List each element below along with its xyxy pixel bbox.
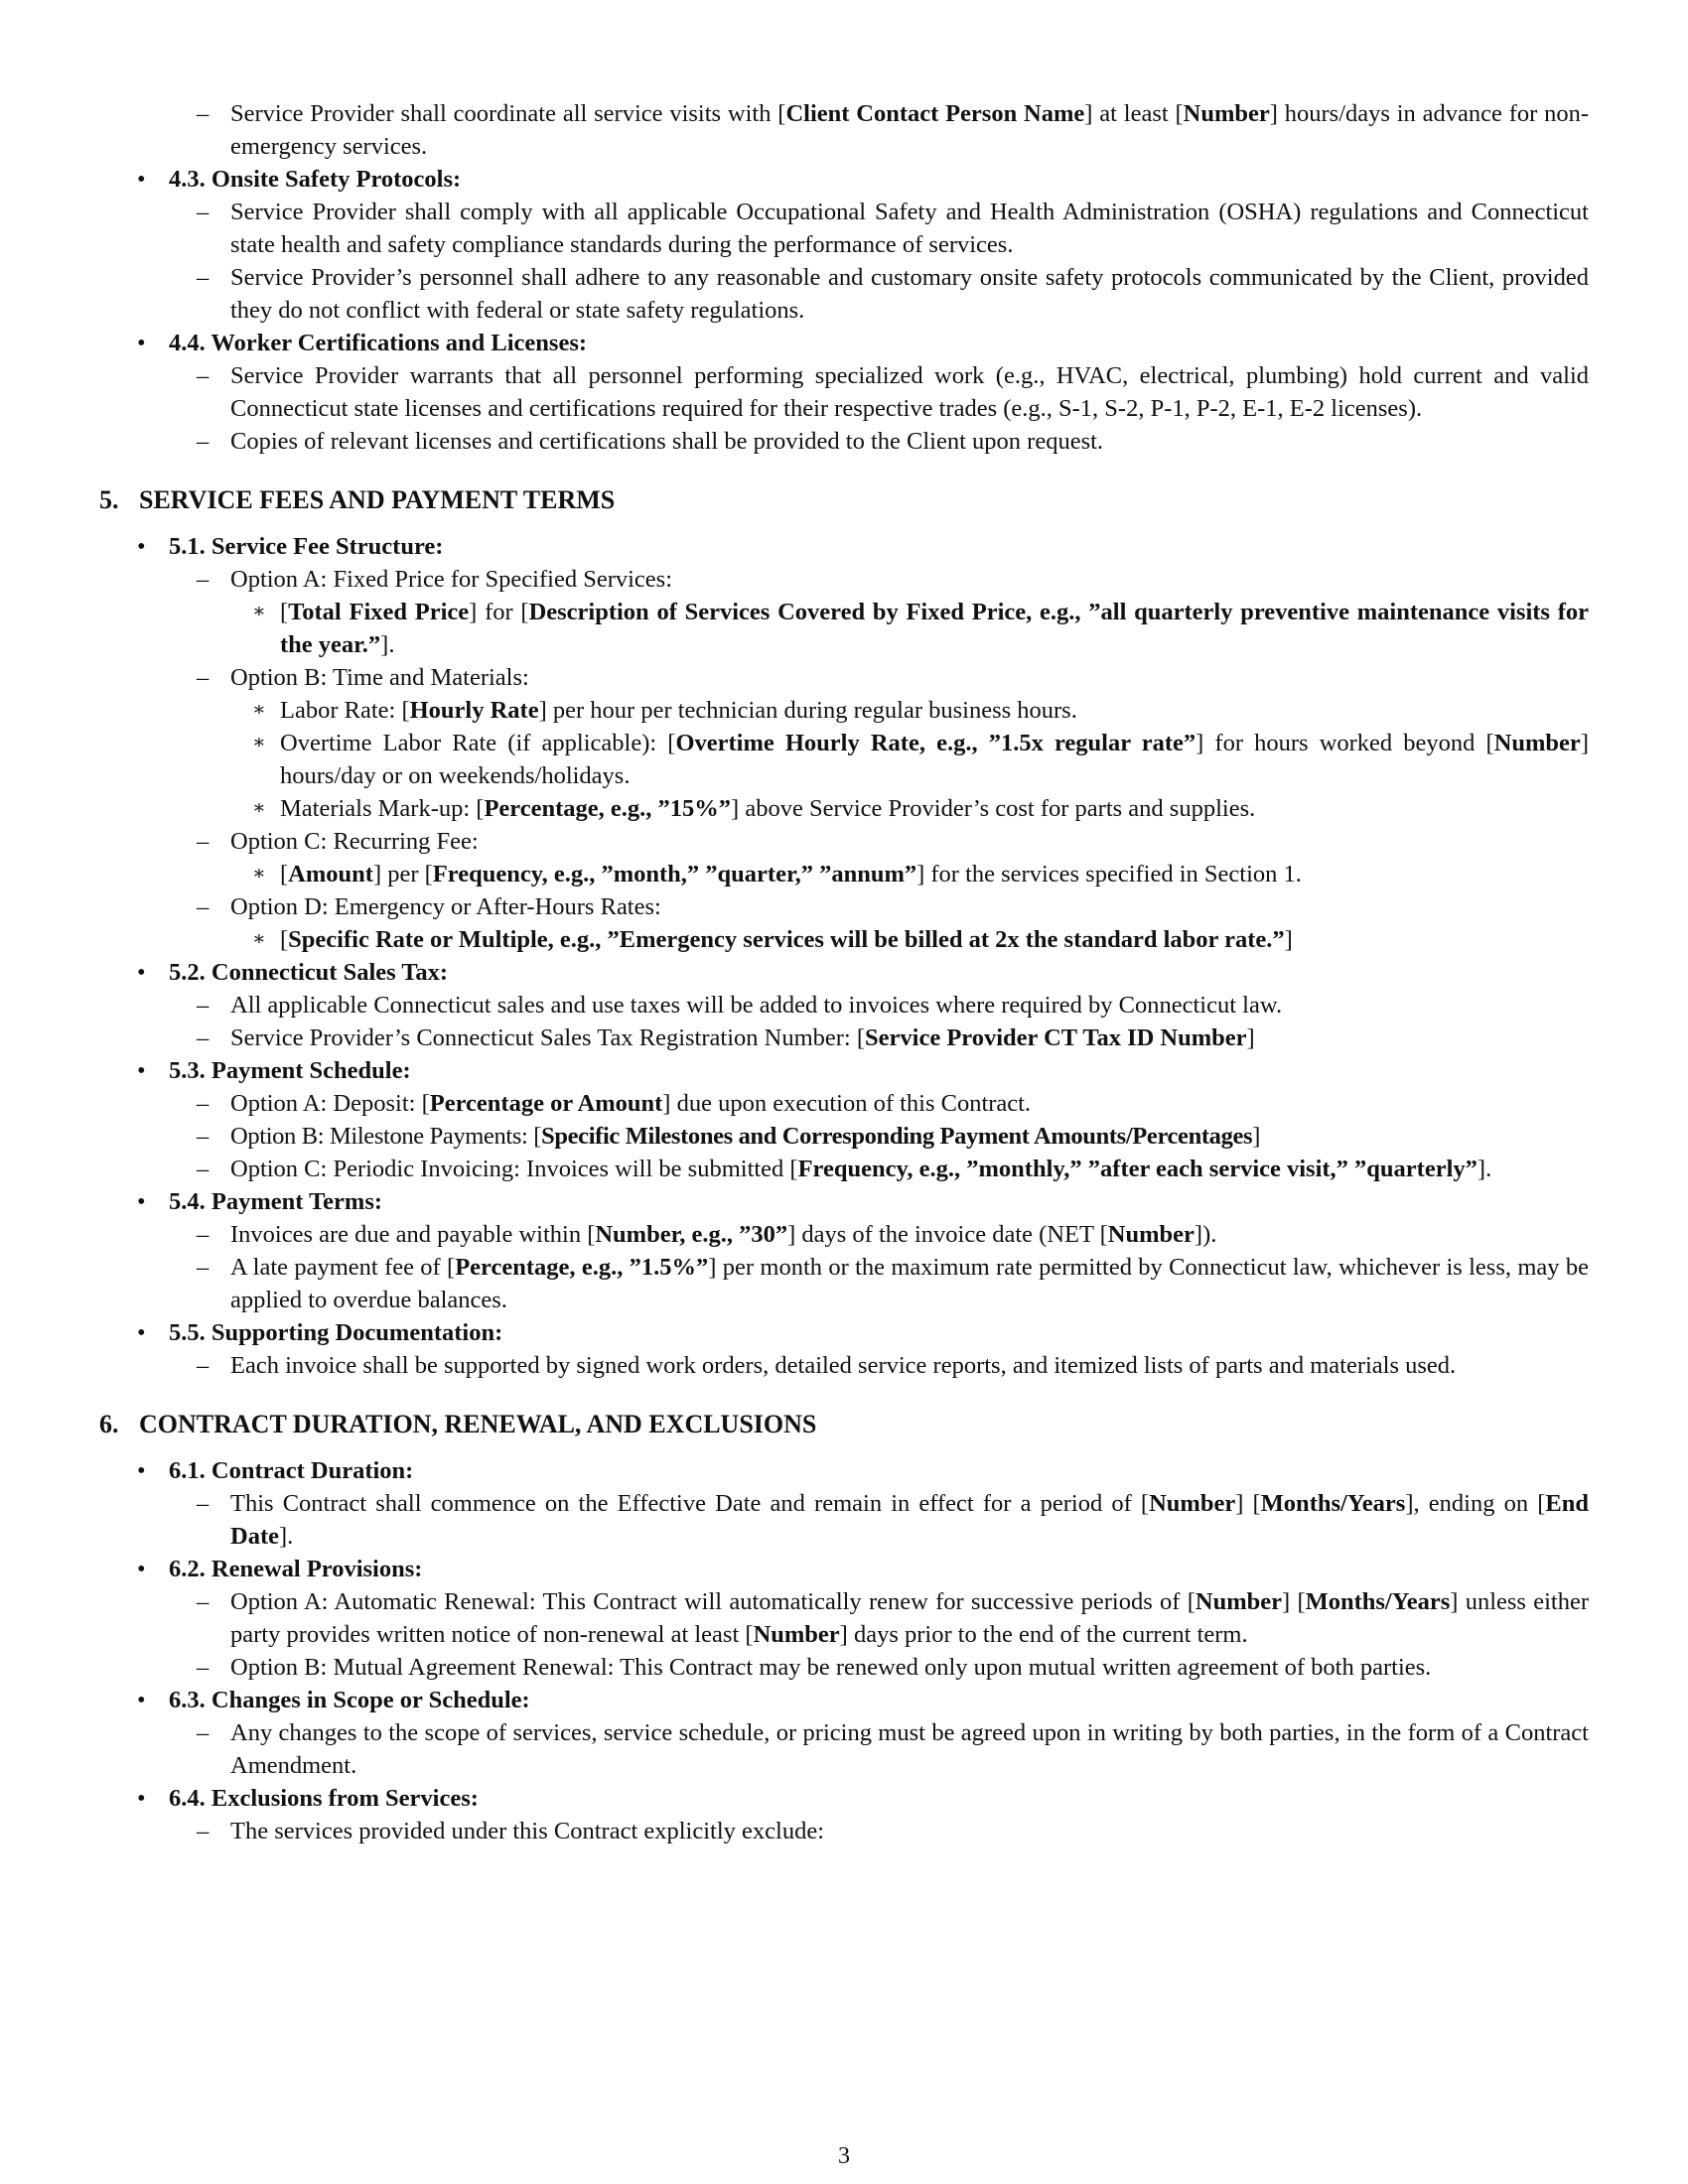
list-item: – Option C: Periodic Invoicing: Invoices will be submitted [Frequency, e.g., ”monthly,” ”after each service visit,” ”quarterly”]. <box>99 1153 1589 1185</box>
list-item: – Copies of relevant licenses and certifications shall be provided to the Client upon request. <box>99 425 1589 458</box>
list-item: – The services provided under this Contract explicitly exclude: <box>99 1815 1589 1847</box>
dash-marker: – <box>197 1490 210 1517</box>
bullet-marker: • <box>137 959 146 986</box>
dash-marker: – <box>197 264 210 291</box>
dash-marker: – <box>197 1123 209 1150</box>
list-item: – Service Provider’s personnel shall adhere to any reasonable and customary onsite safety protocols communicated by the Client, provided they do not conflict with federal or state safety regulations. <box>99 261 1589 327</box>
bullet-marker: • <box>137 1057 146 1084</box>
document-body <box>99 97 1589 1847</box>
dash-marker: – <box>197 893 210 920</box>
subsection-heading-6-4: • 6.4. Exclusions from Services: <box>99 1782 1589 1815</box>
list-item: – This Contract shall commence on the Effective Date and remain in effect for a period of [Number] [Months/Years], ending on [End Date]. <box>99 1487 1589 1553</box>
star-marker: ∗ <box>252 732 266 753</box>
subsection-heading-6-1: • 6.1. Contract Duration: <box>99 1454 1589 1487</box>
dash-marker: – <box>197 362 210 389</box>
dash-marker: – <box>197 1254 210 1281</box>
subsection-heading-5-4: • 5.4. Payment Terms: <box>99 1185 1589 1218</box>
list-item: – Any changes to the scope of services, service schedule, or pricing must be agreed upon in writing by both parties, in the form of a Contract Amendment. <box>99 1716 1589 1782</box>
dash-marker: – <box>197 100 210 127</box>
list-item: – Option A: Automatic Renewal: This Contract will automatically renew for successive periods of [Number] [Months/Years] unless either party provides written notice of non-renewal at least [Number] days prior to the end of the current term. <box>99 1585 1589 1651</box>
dash-marker: – <box>197 664 210 691</box>
list-item: – Invoices are due and payable within [Number, e.g., ”30”] days of the invoice date (NET [Number]). <box>99 1218 1589 1251</box>
list-item: – A late payment fee of [Percentage, e.g., ”1.5%”] per month or the maximum rate permitted by Connecticut law, whichever is less, may be applied to overdue balances. <box>99 1251 1589 1316</box>
dash-marker: – <box>197 1024 210 1051</box>
dash-marker: – <box>197 566 210 593</box>
list-item: – Service Provider shall comply with all applicable Occupational Safety and Health Administration (OSHA) regulations and Connecticut state health and safety compliance standards during the performance of services. <box>99 196 1589 261</box>
bullet-marker: • <box>137 533 146 560</box>
star-marker: ∗ <box>252 699 266 721</box>
dash-marker: – <box>197 1719 210 1746</box>
subsection-heading-4-3: • 4.3. Onsite Safety Protocols: <box>99 163 1589 196</box>
subsection-heading-5-2: • 5.2. Connecticut Sales Tax: <box>99 956 1589 989</box>
section-heading-6: 6. CONTRACT DURATION, RENEWAL, AND EXCLUSIONS <box>99 1410 817 1438</box>
star-marker: ∗ <box>252 797 266 819</box>
bullet-marker: • <box>137 330 146 356</box>
list-item: – Option B: Milestone Payments: [Specific Milestones and Corresponding Payment Amounts/Percentages] <box>99 1120 1589 1153</box>
bullet-marker: • <box>137 1319 146 1346</box>
dash-marker: – <box>197 992 210 1019</box>
section-heading-5: 5. SERVICE FEES AND PAYMENT TERMS <box>99 485 616 514</box>
list-item: ∗ [Amount] per [Frequency, e.g., ”month,” ”quarter,” ”annum”] for the services specified in Section 1. <box>99 858 1589 890</box>
list-item: – Option A: Fixed Price for Specified Services: <box>99 563 1589 596</box>
page-number: 3 <box>838 2143 850 2169</box>
dash-marker: – <box>197 1090 210 1117</box>
subsection-heading-4-4: • 4.4. Worker Certifications and Licenses: <box>99 327 1589 359</box>
star-marker: ∗ <box>252 601 266 622</box>
dash-marker: – <box>197 1588 210 1615</box>
subsection-heading-5-5: • 5.5. Supporting Documentation: <box>99 1316 1589 1349</box>
list-item: – Option A: Deposit: [Percentage or Amount] due upon execution of this Contract. <box>99 1087 1589 1120</box>
dash-marker: – <box>197 828 210 855</box>
dash-marker: – <box>197 428 210 455</box>
dash-marker: – <box>197 1156 210 1182</box>
list-item: – Option D: Emergency or After-Hours Rates: <box>99 890 1589 923</box>
bullet-marker: • <box>137 1556 146 1582</box>
bullet-marker: • <box>137 166 146 193</box>
dash-marker: – <box>197 1352 210 1379</box>
list-item: – Service Provider’s Connecticut Sales Tax Registration Number: [Service Provider CT Tax ID Number] <box>99 1022 1589 1054</box>
subsection-heading-6-2: • 6.2. Renewal Provisions: <box>99 1553 1589 1585</box>
list-item: – Option B: Time and Materials: <box>99 661 1589 694</box>
dash-marker: – <box>197 1654 210 1681</box>
dash-marker: – <box>197 1818 210 1844</box>
subsection-heading-5-3: • 5.3. Payment Schedule: <box>99 1054 1589 1087</box>
list-item: ∗ Labor Rate: [Hourly Rate] per hour per technician during regular business hours. <box>99 694 1589 727</box>
star-marker: ∗ <box>252 928 266 950</box>
bullet-marker: • <box>137 1785 146 1812</box>
star-marker: ∗ <box>252 863 266 885</box>
bullet-marker: • <box>137 1687 146 1713</box>
list-item: – Service Provider warrants that all personnel performing specialized work (e.g., HVAC, electrical, plumbing) hold current and valid Connecticut state licenses and certifications required for their respective trades (e.g., S-1, S-2, P-1, P-2, E-1, E-2 licenses). <box>99 359 1589 425</box>
dash-marker: – <box>197 199 210 225</box>
list-item: – Service Provider shall coordinate all service visits with [Client Contact Person Name] at least [Number] hours/days in advance for non-emergency services. <box>99 97 1589 163</box>
list-item: – Each invoice shall be supported by signed work orders, detailed service reports, and itemized lists of parts and materials used. <box>99 1349 1589 1382</box>
list-item: ∗ [Specific Rate or Multiple, e.g., ”Emergency services will be billed at 2x the standard labor rate.”] <box>99 923 1589 956</box>
list-item: ∗ Materials Mark-up: [Percentage, e.g., ”15%”] above Service Provider’s cost for parts and supplies. <box>99 792 1589 825</box>
bullet-marker: • <box>137 1457 146 1484</box>
subsection-heading-6-3: • 6.3. Changes in Scope or Schedule: <box>99 1684 1589 1716</box>
subsection-heading-5-1: • 5.1. Service Fee Structure: <box>99 530 1589 563</box>
list-item: – Option B: Mutual Agreement Renewal: This Contract may be renewed only upon mutual written agreement of both parties. <box>99 1651 1589 1684</box>
list-item: ∗ Overtime Labor Rate (if applicable): [Overtime Hourly Rate, e.g., ”1.5x regular rate”] for hours worked beyond [Number] hours/day or on weekends/holidays. <box>99 727 1589 792</box>
list-item: – Option C: Recurring Fee: <box>99 825 1589 858</box>
list-item: ∗ [Total Fixed Price] for [Description of Services Covered by Fixed Price, e.g., ”all quarterly preventive maintenance visits for the year.”]. <box>99 596 1589 661</box>
list-item: – All applicable Connecticut sales and use taxes will be added to invoices where required by Connecticut law. <box>99 989 1589 1022</box>
bullet-marker: • <box>137 1188 146 1215</box>
dash-marker: – <box>197 1221 210 1248</box>
